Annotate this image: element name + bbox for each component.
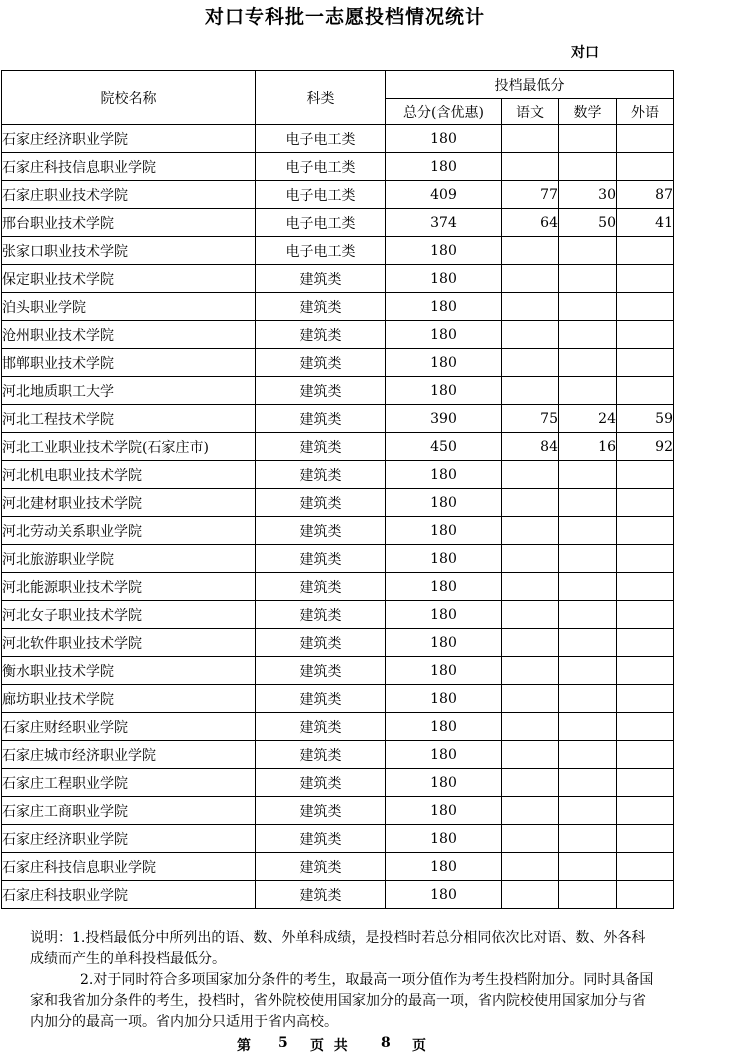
english-score-cell [617, 349, 674, 377]
notes [30, 928, 655, 1033]
chinese-score-cell [502, 741, 559, 769]
chinese-score-cell [502, 125, 559, 153]
footer-page-label-post: 页 [412, 1038, 426, 1054]
category-cell: 建筑类 [256, 853, 386, 881]
math-score-cell [559, 797, 617, 825]
chinese-score-cell [502, 881, 559, 909]
table-row [2, 573, 674, 601]
school-name-cell: 沧州职业技术学院 [2, 321, 256, 349]
category-cell: 建筑类 [256, 685, 386, 713]
total-score-cell: 180 [386, 601, 502, 629]
table-row [2, 349, 674, 377]
category-cell: 建筑类 [256, 881, 386, 909]
table-row [2, 433, 674, 461]
header-min-score-group: 投档最低分 [386, 71, 674, 99]
header-math: 数学 [559, 99, 617, 125]
english-score-cell [617, 153, 674, 181]
school-name-cell: 邯郸职业技术学院 [2, 349, 256, 377]
school-name-cell: 石家庄工商职业学院 [2, 797, 256, 825]
footer-page-label-pre: 第 [237, 1038, 251, 1054]
chinese-score-cell [502, 853, 559, 881]
math-score-cell [559, 153, 617, 181]
school-name-cell: 石家庄科技信息职业学院 [2, 153, 256, 181]
english-score-cell [617, 853, 674, 881]
math-score-cell [559, 545, 617, 573]
category-cell: 建筑类 [256, 461, 386, 489]
total-score-cell: 180 [386, 125, 502, 153]
math-score-cell [559, 125, 617, 153]
header-total: 总分(含优惠) [386, 99, 502, 125]
english-score-cell [617, 461, 674, 489]
school-name-cell: 河北建材职业技术学院 [2, 489, 256, 517]
chinese-score-cell: 84 [502, 433, 559, 461]
category-cell: 建筑类 [256, 321, 386, 349]
category-cell: 建筑类 [256, 517, 386, 545]
math-score-cell [559, 601, 617, 629]
total-score-cell: 180 [386, 489, 502, 517]
english-score-cell [617, 713, 674, 741]
total-score-cell: 390 [386, 405, 502, 433]
math-score-cell: 16 [559, 433, 617, 461]
english-score-cell [617, 629, 674, 657]
table-row [2, 741, 674, 769]
total-score-cell: 180 [386, 349, 502, 377]
math-score-cell [559, 349, 617, 377]
chinese-score-cell [502, 601, 559, 629]
category-cell: 建筑类 [256, 377, 386, 405]
table-row [2, 601, 674, 629]
english-score-cell [617, 881, 674, 909]
table-row [2, 209, 674, 237]
english-score-cell [617, 685, 674, 713]
math-score-cell [559, 517, 617, 545]
table-row [2, 489, 674, 517]
english-score-cell [617, 769, 674, 797]
english-score-cell [617, 489, 674, 517]
category-cell: 电子电工类 [256, 181, 386, 209]
header-category: 科类 [256, 71, 386, 125]
chinese-score-cell [502, 769, 559, 797]
table-row [2, 629, 674, 657]
total-score-cell: 180 [386, 825, 502, 853]
category-cell: 建筑类 [256, 349, 386, 377]
chinese-score-cell [502, 573, 559, 601]
english-score-cell [617, 825, 674, 853]
school-name-cell: 石家庄经济职业学院 [2, 125, 256, 153]
chinese-score-cell [502, 657, 559, 685]
math-score-cell [559, 769, 617, 797]
table-row [2, 685, 674, 713]
table-row [2, 657, 674, 685]
category-cell: 电子电工类 [256, 125, 386, 153]
chinese-score-cell [502, 517, 559, 545]
math-score-cell [559, 881, 617, 909]
chinese-score-cell [502, 349, 559, 377]
chinese-score-cell [502, 237, 559, 265]
table-row [2, 377, 674, 405]
total-score-cell: 180 [386, 545, 502, 573]
school-name-cell: 河北工程技术学院 [2, 405, 256, 433]
chinese-score-cell [502, 153, 559, 181]
total-score-cell: 180 [386, 685, 502, 713]
total-score-cell: 180 [386, 265, 502, 293]
header-school: 院校名称 [2, 71, 256, 125]
school-name-cell: 河北女子职业技术学院 [2, 601, 256, 629]
math-score-cell [559, 629, 617, 657]
total-score-cell: 180 [386, 741, 502, 769]
english-score-cell [617, 573, 674, 601]
table-row [2, 853, 674, 881]
math-score-cell [559, 657, 617, 685]
category-cell: 建筑类 [256, 769, 386, 797]
note-1: 说明：1.投档最低分中所列出的语、数、外单科成绩，是投档时若总分相同依次比对语、数、外各科成绩而产生的单科投档最低分。 [30, 930, 646, 967]
chinese-score-cell [502, 377, 559, 405]
note-2: 2.对于同时符合多项国家加分条件的考生，取最高一项分值作为考生投档附加分。同时具备国家和我省加分条件的考生，投档时，省外院校使用国家加分的最高一项，省内院校使用国家加分与省内加分的最高一项。省内加分只适用于省内高校。 [30, 972, 654, 1030]
school-name-cell: 河北工业职业技术学院(石家庄市) [2, 433, 256, 461]
total-score-cell: 180 [386, 769, 502, 797]
math-score-cell [559, 461, 617, 489]
header-chinese: 语文 [502, 99, 559, 125]
chinese-score-cell: 64 [502, 209, 559, 237]
chinese-score-cell [502, 713, 559, 741]
total-score-cell: 180 [386, 377, 502, 405]
table-row [2, 265, 674, 293]
admission-score-table [1, 70, 674, 909]
table-row [2, 293, 674, 321]
school-name-cell: 邢台职业技术学院 [2, 209, 256, 237]
chinese-score-cell [502, 489, 559, 517]
category-cell: 建筑类 [256, 293, 386, 321]
total-score-cell: 180 [386, 713, 502, 741]
total-score-cell: 180 [386, 629, 502, 657]
total-score-cell: 409 [386, 181, 502, 209]
english-score-cell [617, 657, 674, 685]
math-score-cell: 30 [559, 181, 617, 209]
category-cell: 建筑类 [256, 489, 386, 517]
chinese-score-cell [502, 545, 559, 573]
math-score-cell [559, 321, 617, 349]
school-name-cell: 石家庄科技职业学院 [2, 881, 256, 909]
category-cell: 电子电工类 [256, 209, 386, 237]
category-cell: 建筑类 [256, 601, 386, 629]
school-name-cell: 石家庄科技信息职业学院 [2, 853, 256, 881]
english-score-cell [617, 545, 674, 573]
english-score-cell: 41 [617, 209, 674, 237]
math-score-cell [559, 293, 617, 321]
category-cell: 建筑类 [256, 713, 386, 741]
school-name-cell: 石家庄工程职业学院 [2, 769, 256, 797]
school-name-cell: 河北劳动关系职业学院 [2, 517, 256, 545]
category-cell: 电子电工类 [256, 153, 386, 181]
total-score-cell: 180 [386, 797, 502, 825]
header-english: 外语 [617, 99, 674, 125]
table-row [2, 881, 674, 909]
category-cell: 建筑类 [256, 573, 386, 601]
category-cell: 电子电工类 [256, 237, 386, 265]
total-score-cell: 180 [386, 153, 502, 181]
chinese-score-cell [502, 293, 559, 321]
math-score-cell [559, 825, 617, 853]
table-row [2, 797, 674, 825]
math-score-cell [559, 489, 617, 517]
table-row [2, 321, 674, 349]
table-row [2, 545, 674, 573]
total-score-cell: 180 [386, 881, 502, 909]
english-score-cell [617, 377, 674, 405]
category-cell: 建筑类 [256, 265, 386, 293]
school-name-cell: 河北旅游职业学院 [2, 545, 256, 573]
chinese-score-cell [502, 461, 559, 489]
table-row [2, 461, 674, 489]
chinese-score-cell [502, 685, 559, 713]
total-score-cell: 180 [386, 461, 502, 489]
table-row [2, 181, 674, 209]
chinese-score-cell: 77 [502, 181, 559, 209]
school-name-cell: 泊头职业学院 [2, 293, 256, 321]
math-score-cell: 50 [559, 209, 617, 237]
math-score-cell: 24 [559, 405, 617, 433]
english-score-cell: 87 [617, 181, 674, 209]
school-name-cell: 张家口职业技术学院 [2, 237, 256, 265]
total-score-cell: 180 [386, 573, 502, 601]
school-name-cell: 衡水职业技术学院 [2, 657, 256, 685]
page-subtitle: 对口 [571, 45, 599, 61]
school-name-cell: 保定职业技术学院 [2, 265, 256, 293]
total-score-cell: 180 [386, 517, 502, 545]
total-score-cell: 180 [386, 321, 502, 349]
total-score-cell: 374 [386, 209, 502, 237]
table-row [2, 237, 674, 265]
table-row [2, 769, 674, 797]
footer-total-pages: 8 [381, 1035, 391, 1051]
table-row [2, 825, 674, 853]
table-row [2, 517, 674, 545]
math-score-cell [559, 741, 617, 769]
chinese-score-cell [502, 629, 559, 657]
table-row [2, 125, 674, 153]
english-score-cell [617, 601, 674, 629]
english-score-cell [617, 265, 674, 293]
page-title: 对口专科批一志愿投档情况统计 [204, 6, 485, 28]
table-row [2, 153, 674, 181]
math-score-cell [559, 685, 617, 713]
school-name-cell: 河北能源职业技术学院 [2, 573, 256, 601]
english-score-cell [617, 517, 674, 545]
table-row [2, 713, 674, 741]
school-name-cell: 石家庄城市经济职业学院 [2, 741, 256, 769]
school-name-cell: 河北地质职工大学 [2, 377, 256, 405]
category-cell: 建筑类 [256, 629, 386, 657]
english-score-cell: 59 [617, 405, 674, 433]
footer-page-label-mid: 页 共 [310, 1038, 348, 1054]
english-score-cell [617, 797, 674, 825]
table-row [2, 405, 674, 433]
school-name-cell: 河北机电职业技术学院 [2, 461, 256, 489]
category-cell: 建筑类 [256, 825, 386, 853]
chinese-score-cell [502, 321, 559, 349]
total-score-cell: 180 [386, 657, 502, 685]
category-cell: 建筑类 [256, 405, 386, 433]
math-score-cell [559, 237, 617, 265]
category-cell: 建筑类 [256, 741, 386, 769]
school-name-cell: 廊坊职业技术学院 [2, 685, 256, 713]
chinese-score-cell: 75 [502, 405, 559, 433]
english-score-cell [617, 293, 674, 321]
category-cell: 建筑类 [256, 657, 386, 685]
footer-current-page: 5 [278, 1035, 288, 1051]
chinese-score-cell [502, 797, 559, 825]
math-score-cell [559, 713, 617, 741]
math-score-cell [559, 853, 617, 881]
total-score-cell: 180 [386, 293, 502, 321]
total-score-cell: 180 [386, 237, 502, 265]
category-cell: 建筑类 [256, 797, 386, 825]
school-name-cell: 石家庄经济职业学院 [2, 825, 256, 853]
school-name-cell: 河北软件职业技术学院 [2, 629, 256, 657]
math-score-cell [559, 377, 617, 405]
school-name-cell: 石家庄财经职业学院 [2, 713, 256, 741]
category-cell: 建筑类 [256, 433, 386, 461]
total-score-cell: 180 [386, 853, 502, 881]
total-score-cell: 450 [386, 433, 502, 461]
english-score-cell: 92 [617, 433, 674, 461]
math-score-cell [559, 265, 617, 293]
chinese-score-cell [502, 825, 559, 853]
english-score-cell [617, 321, 674, 349]
category-cell: 建筑类 [256, 545, 386, 573]
english-score-cell [617, 237, 674, 265]
english-score-cell [617, 125, 674, 153]
english-score-cell [617, 741, 674, 769]
chinese-score-cell [502, 265, 559, 293]
school-name-cell: 石家庄职业技术学院 [2, 181, 256, 209]
math-score-cell [559, 573, 617, 601]
